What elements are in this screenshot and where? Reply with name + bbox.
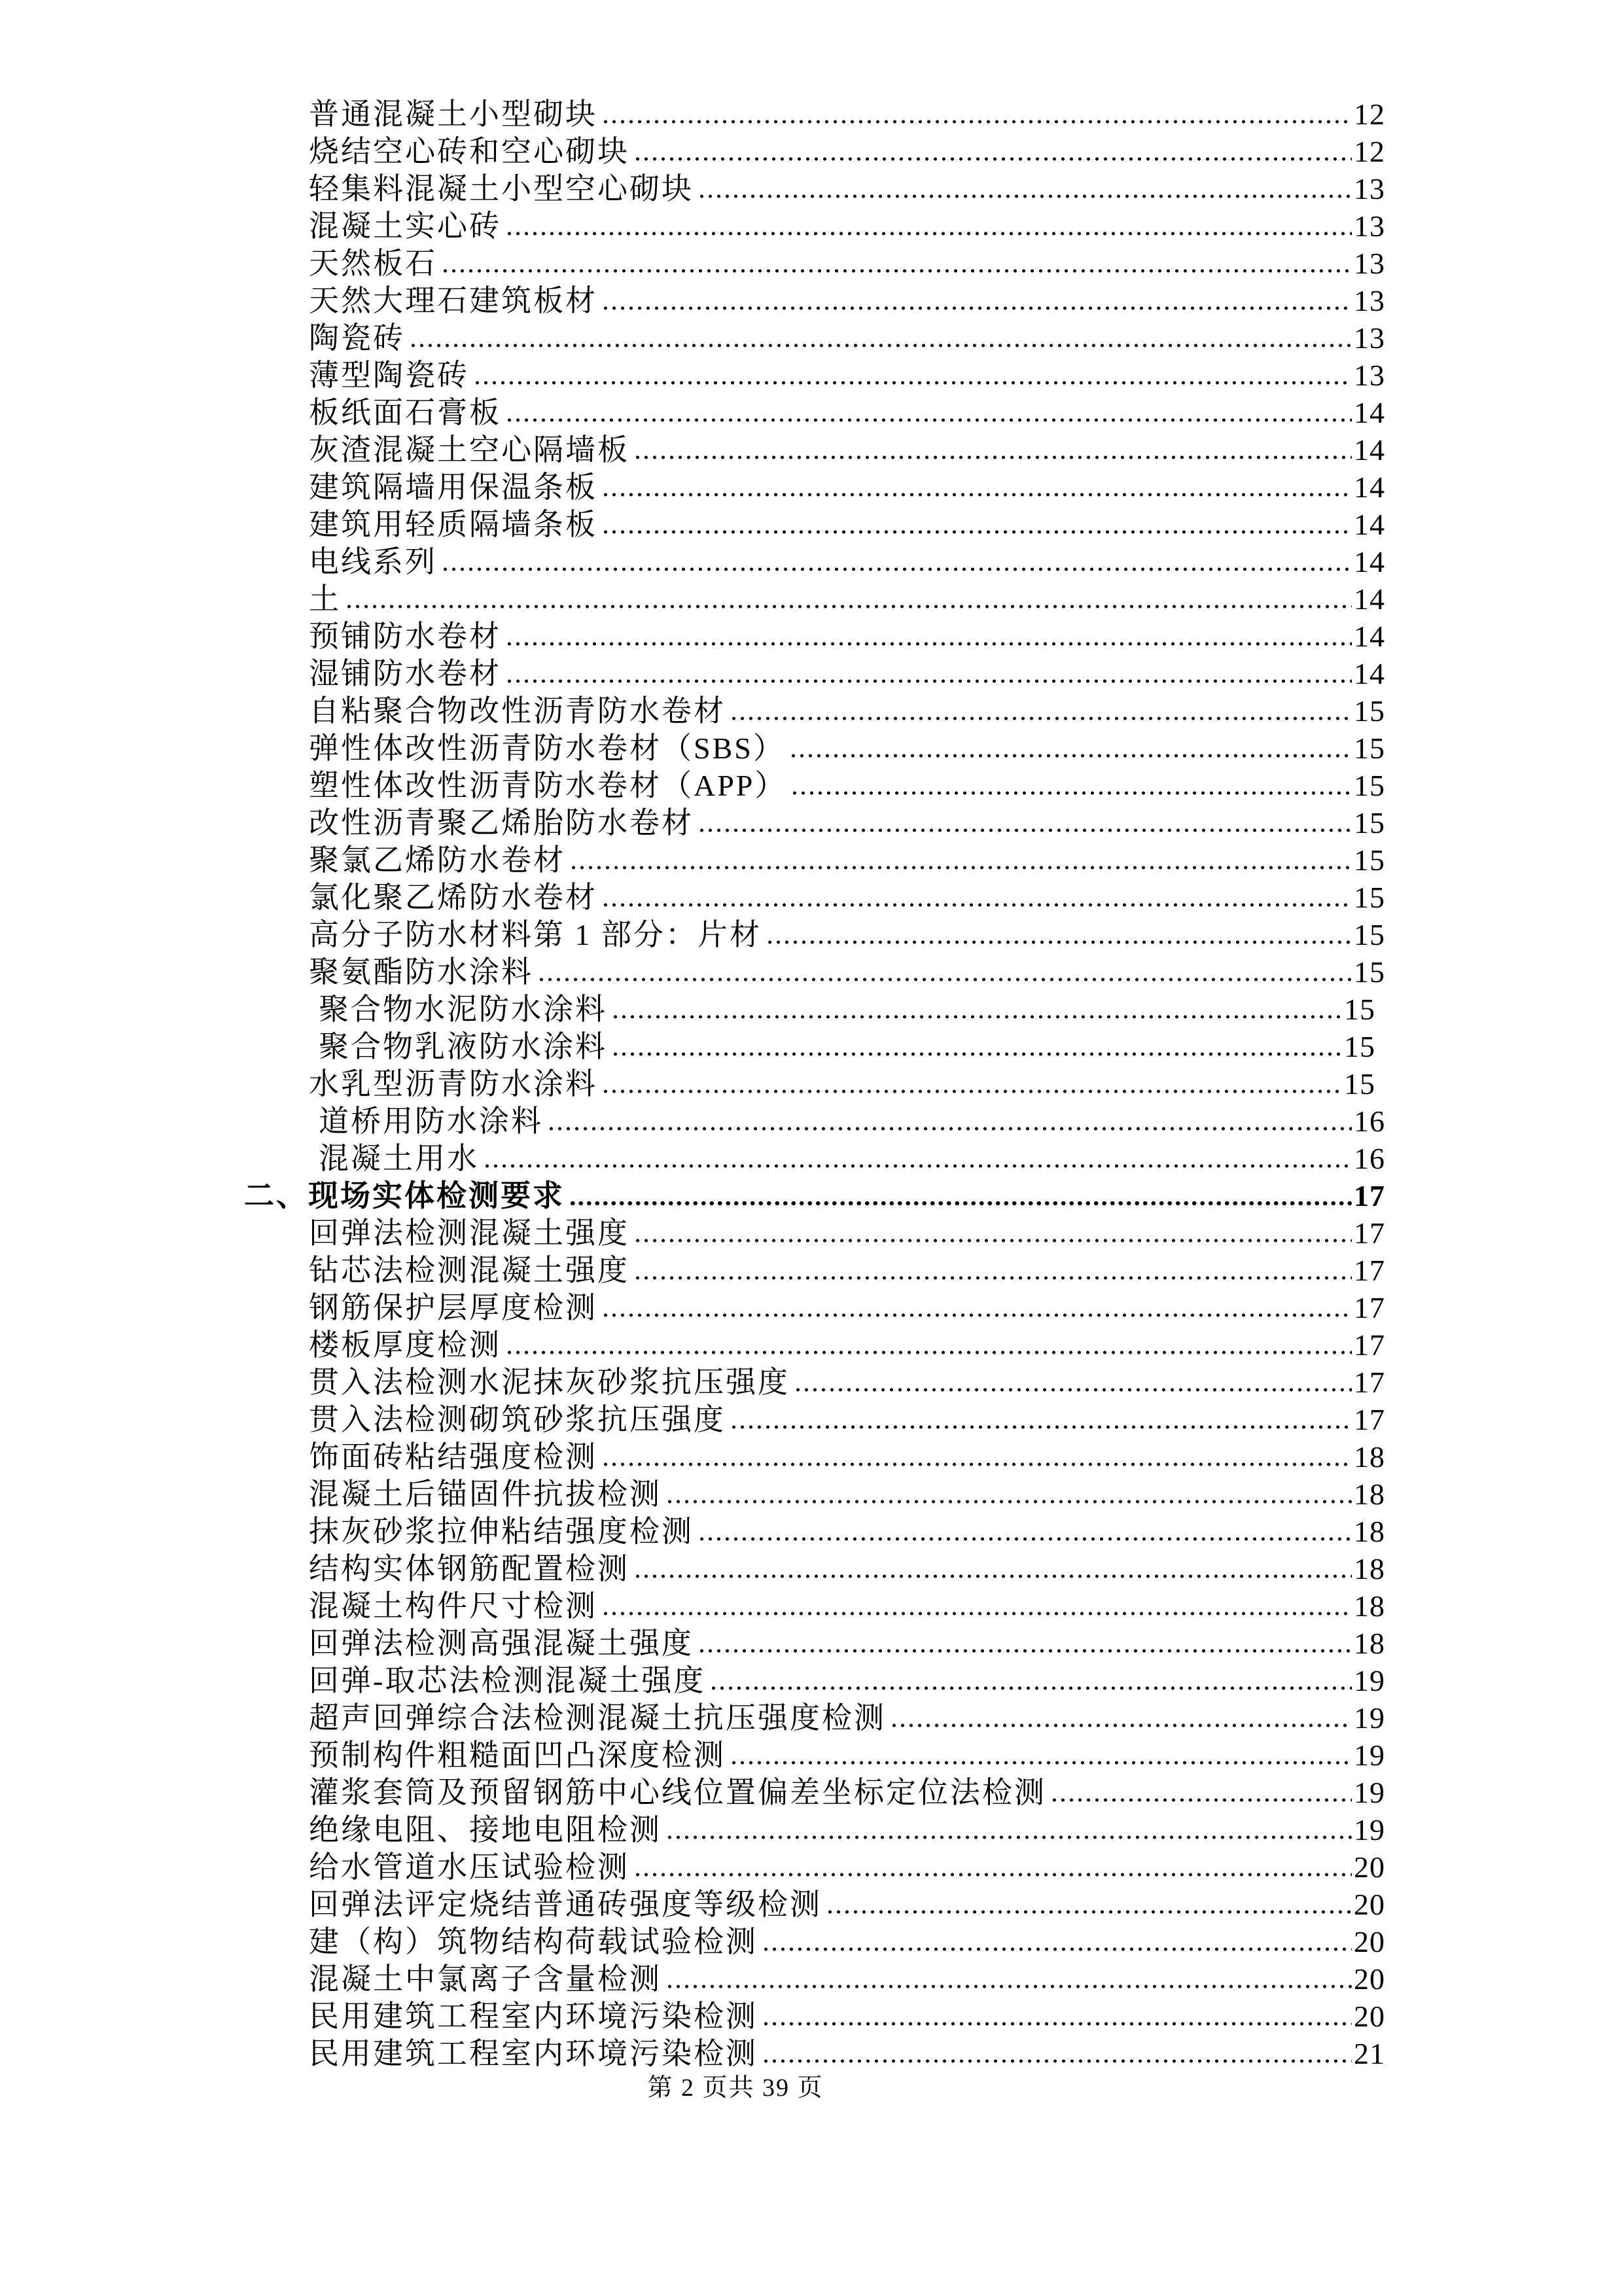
toc-entry-page: 19 [1354,1813,1385,1846]
toc-entry[interactable] [244,1923,1385,1960]
toc-entry-page: 20 [1354,1850,1385,1884]
toc-entry[interactable] [244,655,1385,692]
toc-entry[interactable] [244,1177,1385,1214]
toc-entry-title: 轻集料混凝土小型空心砌块 [309,172,694,205]
dot-leader [633,1848,1352,1886]
toc-entry-title: 超声回弹综合法检测混凝土抗压强度检测 [309,1701,886,1735]
toc-entry-page: 16 [1354,1104,1385,1138]
dot-leader [505,655,1352,692]
toc-entry[interactable] [244,1028,1385,1065]
toc-entry-page: 17 [1354,1328,1385,1362]
dot-leader [601,1065,1342,1103]
toc-entry-page: 19 [1354,1664,1385,1697]
toc-entry[interactable] [244,2035,1385,2072]
toc-entry-page: 18 [1354,1589,1385,1623]
toc-entry[interactable] [244,991,1385,1028]
toc-entry-page: 18 [1354,1477,1385,1511]
toc-entry-page: 15 [1354,881,1385,914]
toc-entry-title: 回弹法检测混凝土强度 [309,1216,629,1250]
toc-entry-page: 12 [1354,97,1385,131]
toc-entry-page: 14 [1354,508,1385,541]
toc-entry[interactable] [244,1848,1385,1886]
toc-entry-title: 烧结空心砖和空心砌块 [309,135,629,168]
toc-entry-title: 电线系列 [309,545,437,578]
toc-entry-page: 17 [1354,1216,1385,1250]
toc-entry-title: 民用建筑工程室内环境污染检测 [309,2000,758,2033]
toc-entry-page: 14 [1354,545,1385,578]
toc-entry-title: 贯入法检测水泥抹灰砂浆抗压强度 [309,1366,790,1399]
toc-entry[interactable] [244,1438,1385,1475]
toc-entry-page: 18 [1354,1627,1385,1660]
toc-entry[interactable] [244,1214,1385,1252]
toc-entry-page: 15 [1354,806,1385,839]
toc-entry[interactable] [244,207,1385,245]
dot-leader [611,1028,1342,1065]
toc-entry[interactable] [244,1998,1385,2035]
toc-entry-page: 19 [1354,1739,1385,1772]
toc-entry-title: 楼板厚度检测 [309,1328,501,1362]
toc-entry-title: 聚氨酯防水涂料 [309,955,533,989]
toc-entry-title: 混凝土实心砖 [309,209,501,243]
dot-leader [633,431,1352,468]
dot-leader [409,319,1352,357]
dot-leader [1050,1774,1352,1811]
toc-entry[interactable] [244,1550,1385,1587]
dot-leader [441,245,1352,282]
toc-entry[interactable] [244,804,1385,841]
toc-entry-page: 14 [1354,433,1385,467]
toc-entry-page: 14 [1354,657,1385,690]
dot-leader [601,1587,1352,1625]
dot-leader [569,841,1352,879]
toc-entry[interactable] [244,692,1385,730]
toc-entry-title: 混凝土构件尺寸检测 [309,1589,597,1623]
toc-entry-page: 15 [1354,843,1385,877]
dot-leader [483,1140,1352,1177]
dot-leader [665,1960,1352,1998]
toc-entry-title: 薄型陶瓷砖 [309,359,469,392]
toc-entry-page: 13 [1354,172,1385,205]
toc-entry-page: 20 [1354,2000,1385,2033]
toc-entry[interactable] [244,282,1385,319]
dot-leader [601,1289,1352,1326]
dot-leader [611,991,1342,1028]
toc-entry-title: 二、现场实体检测要求 [244,1179,565,1212]
toc-entry-title: 民用建筑工程室内环境污染检测 [309,2037,758,2070]
toc-entry[interactable] [244,618,1385,655]
toc-entry-title: 钻芯法检测混凝土强度 [309,1254,629,1287]
toc-entry-title: 高分子防水材料第 1 部分：片材 [309,918,762,951]
toc-entry-title: 建筑隔墙用保温条板 [309,470,597,504]
toc-entry[interactable] [244,319,1385,357]
toc-entry-title: 塑性体改性沥青防水卷材（APP） [309,769,787,802]
toc-entry-page: 15 [1354,694,1385,728]
toc-entry-title: 灌浆套筒及预留钢筋中心线位置偏差坐标定位法检测 [309,1776,1046,1809]
toc-entry[interactable] [244,1289,1385,1326]
dot-leader [601,468,1352,506]
dot-leader [601,506,1352,543]
toc-entry[interactable] [244,1475,1385,1513]
toc-entry-page: 16 [1354,1142,1385,1175]
toc-entry[interactable] [244,1774,1385,1811]
dot-leader [537,953,1352,991]
toc-entry[interactable] [244,1364,1385,1401]
toc-entry-title: 建筑用轻质隔墙条板 [309,508,597,541]
toc-entry[interactable] [244,506,1385,543]
toc-entry-title: 预铺防水卷材 [309,620,501,653]
dot-leader [762,2035,1352,2072]
dot-leader [766,916,1352,953]
toc-entry-title: 混凝土后锚固件抗拔检测 [309,1477,662,1511]
toc-entry[interactable] [244,730,1385,767]
toc-entry-page: 15 [1354,918,1385,951]
dot-leader [505,1326,1352,1364]
toc-entry-page: 21 [1354,2037,1385,2070]
toc-entry-page: 17 [1354,1179,1385,1212]
toc-entry-page: 18 [1354,1440,1385,1474]
dot-leader [473,357,1352,394]
toc-entry-page: 17 [1354,1366,1385,1399]
toc-entry-title: 道桥用防水涂料 [319,1104,543,1138]
toc-entry[interactable] [244,1513,1385,1550]
toc-entry[interactable] [244,953,1385,991]
toc-entry-page: 14 [1354,582,1385,616]
toc-entry-page: 15 [1344,1030,1375,1063]
toc-entry-title: 建（构）筑物结构荷载试验检测 [309,1925,758,1958]
toc-entry-title: 灰渣混凝土空心隔墙板 [309,433,629,467]
toc-entry-page: 20 [1354,1925,1385,1958]
dot-leader [345,580,1352,618]
toc-entry-title: 聚合物水泥防水涂料 [319,993,607,1026]
dot-leader [505,618,1352,655]
dot-leader [730,1401,1352,1438]
toc-entry-title: 改性沥青聚乙烯胎防水卷材 [309,806,694,839]
dot-leader [697,170,1352,207]
toc-entry[interactable] [244,431,1385,468]
toc-entry[interactable] [244,245,1385,282]
toc-entry-title: 贯入法检测砌筑砂浆抗压强度 [309,1403,726,1436]
dot-leader [569,1177,1352,1214]
dot-leader [633,133,1352,170]
toc-entry-page: 17 [1354,1403,1385,1436]
dot-leader [762,1998,1352,2035]
dot-leader [730,1737,1352,1774]
toc-entry[interactable] [244,767,1385,804]
dot-leader [697,1625,1352,1662]
toc-entry[interactable] [244,1662,1385,1699]
dot-leader [697,804,1352,841]
toc-entry-page: 20 [1354,1888,1385,1921]
dot-leader [665,1811,1352,1848]
toc-entry[interactable] [244,1886,1385,1923]
toc-entry-title: 回弹法评定烧结普通砖强度等级检测 [309,1888,822,1921]
toc-entry-page: 20 [1354,1962,1385,1996]
toc-entry[interactable] [244,543,1385,580]
toc-entry-page: 19 [1354,1701,1385,1735]
toc-entry-page: 17 [1354,1254,1385,1287]
toc-entry[interactable] [244,394,1385,431]
toc-entry-page: 14 [1354,396,1385,429]
toc-entry-title: 水乳型沥青防水涂料 [309,1067,597,1101]
toc-entry[interactable] [244,879,1385,916]
toc-entry[interactable] [244,96,1385,133]
toc-entry-page: 15 [1354,955,1385,989]
toc-entry-title: 结构实体钢筋配置检测 [309,1552,629,1585]
toc-entry-page: 13 [1354,321,1385,355]
toc-entry-page: 18 [1354,1552,1385,1585]
dot-leader [890,1699,1352,1737]
toc-entry[interactable] [244,841,1385,879]
toc-entry-page: 13 [1354,284,1385,317]
dot-leader [601,282,1352,319]
dot-leader [789,730,1352,767]
toc-entry-title: 抹灰砂浆拉伸粘结强度检测 [309,1515,694,1548]
toc-entry-page: 13 [1354,247,1385,280]
toc-list [244,96,1385,2072]
toc-entry-title: 氯化聚乙烯防水卷材 [309,881,597,914]
toc-entry-title: 天然大理石建筑板材 [309,284,597,317]
toc-entry-page: 17 [1354,1291,1385,1324]
toc-entry-page: 15 [1354,769,1385,802]
toc-entry[interactable] [244,1587,1385,1625]
toc-entry-title: 混凝土中氯离子含量检测 [309,1962,662,1996]
dot-leader [505,394,1352,431]
toc-entry-page: 18 [1354,1515,1385,1548]
dot-leader [665,1475,1352,1513]
toc-entry[interactable] [244,1065,1385,1103]
toc-entry-page: 15 [1344,1067,1375,1101]
toc-entry-title: 给水管道水压试验检测 [309,1850,629,1884]
toc-entry[interactable] [244,468,1385,506]
toc-entry-title: 回弹法检测高强混凝土强度 [309,1627,694,1660]
toc-entry-title: 土 [309,582,341,616]
dot-leader [790,767,1352,804]
toc-entry-page: 13 [1354,209,1385,243]
toc-entry[interactable] [244,1140,1385,1177]
toc-entry-title: 自粘聚合物改性沥青防水卷材 [309,694,726,728]
toc-entry-title: 湿铺防水卷材 [309,657,501,690]
dot-leader [633,1252,1352,1289]
dot-leader [633,1214,1352,1252]
toc-entry-title: 饰面砖粘结强度检测 [309,1440,597,1474]
toc-entry[interactable] [244,133,1385,170]
toc-entry-page: 14 [1354,470,1385,504]
toc-entry-page: 19 [1354,1776,1385,1809]
toc-entry[interactable] [244,1252,1385,1289]
toc-entry-title: 普通混凝土小型砌块 [309,97,597,131]
toc-entry-title: 混凝土用水 [319,1142,479,1175]
toc-entry-page: 15 [1354,732,1385,765]
dot-leader [826,1886,1352,1923]
dot-leader [505,207,1352,245]
toc-entry-page: 13 [1354,359,1385,392]
dot-leader [547,1103,1352,1140]
toc-entry-title: 陶瓷砖 [309,321,405,355]
toc-entry[interactable] [244,580,1385,618]
toc-entry[interactable] [244,1960,1385,1998]
toc-entry[interactable] [244,1103,1385,1140]
toc-entry-title: 绝缘电阻、接地电阻检测 [309,1813,662,1846]
toc-entry[interactable] [244,1699,1385,1737]
toc-entry[interactable] [244,1811,1385,1848]
toc-entry[interactable] [244,1401,1385,1438]
dot-leader [601,879,1352,916]
dot-leader [794,1364,1352,1401]
toc-entry-page: 14 [1354,620,1385,653]
toc-entry-title: 聚合物乳液防水涂料 [319,1030,607,1063]
toc-entry-title: 弹性体改性沥青防水卷材（SBS） [309,732,785,765]
toc-entry[interactable] [244,1326,1385,1364]
toc-entry-page: 12 [1354,135,1385,168]
dot-leader [601,1438,1352,1475]
dot-leader [441,543,1352,580]
toc-entry-title: 预制构件粗糙面凹凸深度检测 [309,1739,726,1772]
toc-entry[interactable] [244,1625,1385,1662]
page-footer: 第 2 页共 39 页 [647,2074,824,2102]
dot-leader [730,692,1352,730]
toc-entry[interactable] [244,357,1385,394]
dot-leader [697,1513,1352,1550]
toc-entry-title: 板纸面石膏板 [309,396,501,429]
toc-entry-title: 钢筋保护层厚度检测 [309,1291,597,1324]
toc-entry-title: 聚氯乙烯防水卷材 [309,843,565,877]
dot-leader [601,96,1352,133]
toc-entry[interactable] [244,170,1385,207]
dot-leader [709,1662,1352,1699]
toc-entry[interactable] [244,1737,1385,1774]
toc-entry-title: 天然板石 [309,247,437,280]
dot-leader [633,1550,1352,1587]
toc-entry-title: 回弹-取芯法检测混凝土强度 [309,1664,706,1697]
toc-entry[interactable] [244,916,1385,953]
toc-entry-page: 15 [1344,993,1375,1026]
dot-leader [762,1923,1352,1960]
